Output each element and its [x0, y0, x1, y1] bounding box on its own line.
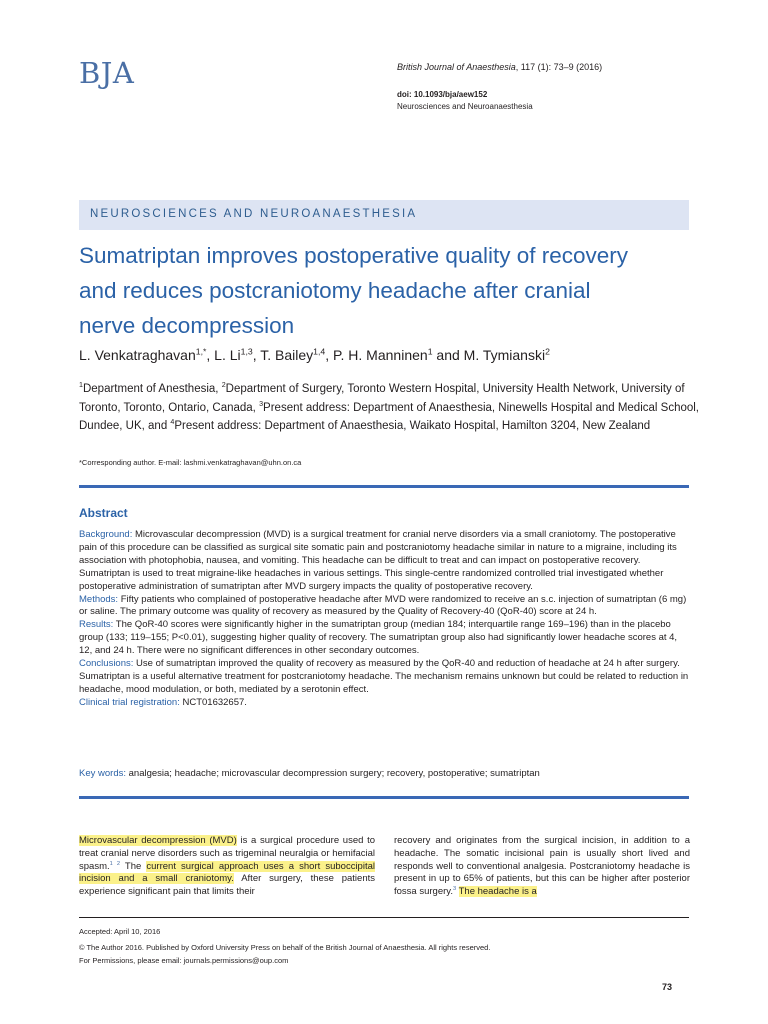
conclusions-label: Conclusions:: [79, 658, 134, 670]
results-label: Results:: [79, 619, 114, 631]
affil-text: Department of Surgery, Toronto Western Hospital, University Health Network, University of Toronto, Toronto, Ontario, Canada,: [79, 383, 685, 414]
background-text: Microvascular decompression (MVD) is a surgical treatment for cranial nerve disorders via a small craniotomy. The postoperative pain of this procedure can be classified as surgical site somatic pain and postcraniotomy headache similar in nature to a migraine, including its association with photophobia, nausea, and vomiting. This headache can be difficult to treat and can impact on postoperative recovery. Sumatriptan is used to treat migraine-like headaches in various settings. This single-centre randomized controlled trial investigated whether postoperative administration of sumatriptan after MVD surgery impacts the quality of postoperative recovery.: [79, 529, 677, 592]
corresponding-author[interactable]: *Corresponding author. E-mail: lashmi.venkatraghavan@uhn.on.ca: [79, 458, 302, 467]
methods-text: Fifty patients who complained of postoperative headache after MVD were randomized to receive an s.c. injection of sumatriptan (6 mg) or saline. The primary outcome was quality of recovery as measured by the Quality of Recovery-40 (QoR-40) score at 24 h.: [79, 593, 687, 618]
trial-label: Clinical trial registration:: [79, 696, 180, 708]
author-sep: ,: [206, 347, 215, 363]
affil-sup: 2: [221, 381, 226, 390]
trial-text: NCT01632657.: [179, 696, 247, 708]
highlight[interactable]: The headache is a: [458, 886, 537, 898]
title-line-2: and reduces postcraniotomy headache after cranial: [79, 278, 591, 303]
conclusions-text: Use of sumatriptan improved the quality of recovery as measured by the QoR-40 and reduction of headache at 24 h after surgery. Sumatriptan is a useful alternative treatment for postcraniotomy headache. The mechanism remains unknown but could be related to reduction in headache, mood modulation, or both, mediated by a serotonin effect.: [79, 658, 689, 695]
abstract-heading: Abstract: [79, 506, 128, 520]
body-text: is a surgical procedure used to treat cranial nerve disorders such as trigeminal neuralgia or hemifacial spasm.: [79, 835, 375, 872]
author-affil-sup: 1: [427, 346, 433, 357]
section-band-label: NEUROSCIENCES AND NEUROANAESTHESIA: [90, 208, 418, 220]
results-text: The QoR-40 scores were significantly higher in the sumatriptan group (median 184; interquartile range 169–196) than in the placebo group (133; 119–155; P<0.01), suggesting higher quality of recovery. The sumatriptan group also had significantly lower headache scores at 4, 12, and 24 h. There were no significant differences in other secondary outcomes.: [79, 619, 678, 657]
keywords-label: Key words:: [79, 768, 126, 779]
body-column-right: [394, 835, 690, 899]
body-text: After surgery, these patients experience significant pain that limits their: [79, 873, 375, 898]
affiliations: [79, 380, 699, 436]
abstract-background: [79, 529, 691, 594]
abstract-body: [79, 529, 691, 710]
affil-text: Present address: Department of Anaesthesia, Ninewells Hospital and Medical School, Dundee, UK, and: [79, 401, 700, 432]
article-title: [79, 238, 694, 343]
copyright: © The Author 2016. Published by Oxford University Press on behalf of the British Journal of Anaesthesia. All rights reserved.: [79, 943, 491, 952]
affil-text: Department of Anesthesia,: [82, 383, 222, 395]
author-name[interactable]: M. Tymianski: [463, 347, 546, 363]
keywords-text: analgesia; headache; microvascular decompression surgery; recovery, postoperative; sumatriptan: [126, 768, 540, 779]
reference-link[interactable]: 3: [452, 886, 457, 893]
body-column-left: [79, 835, 375, 899]
author-name[interactable]: L. Li: [214, 347, 241, 363]
highlight[interactable]: current surgical approach uses a short suboccipital incision and a small craniotomy.: [79, 860, 375, 885]
journal-logo: BJA: [79, 56, 135, 90]
abstract-methods: [79, 594, 691, 620]
section-text: Neurosciences and Neuroanaesthesia: [397, 102, 533, 111]
keywords: [79, 768, 540, 779]
accepted-date: Accepted: April 10, 2016: [79, 927, 161, 936]
title-line-1: Sumatriptan improves postoperative quality of recovery: [79, 243, 629, 268]
body-text: The: [120, 860, 147, 872]
author-affil-sup: 1,3: [240, 346, 253, 357]
abstract-results: [79, 619, 691, 658]
journal-name: British Journal of Anaesthesia: [397, 62, 516, 72]
author-name[interactable]: T. Bailey: [260, 347, 314, 363]
divider-bottom: [79, 796, 689, 799]
permissions[interactable]: For Permissions, please email: journals.permissions@oup.com: [79, 956, 289, 965]
doi-text[interactable]: doi: 10.1093/bja/aew152: [397, 90, 488, 99]
author-sep: ,: [325, 347, 333, 363]
affil-sup: 4: [170, 418, 175, 427]
reference-link[interactable]: 1 2: [109, 860, 120, 867]
author-name[interactable]: P. H. Manninen: [332, 347, 428, 363]
page-number: 73: [662, 982, 673, 992]
affil-sup: 3: [259, 399, 264, 408]
author-affil-sup: 1,4: [313, 346, 326, 357]
citation-volume: , 117 (1): 73–9 (2016): [515, 62, 603, 72]
highlight[interactable]: Microvascular decompression (MVD): [79, 835, 237, 846]
author-sep: and: [432, 347, 464, 363]
divider-top: [79, 485, 689, 488]
journal-citation: [397, 62, 602, 72]
title-line-3: nerve decompression: [79, 313, 295, 338]
abstract-conclusions: [79, 658, 691, 697]
author-name[interactable]: L. Venkatraghavan: [79, 347, 196, 363]
affil-sup: 1: [79, 381, 83, 390]
author-list: [79, 347, 550, 363]
affil-text: Present address: Department of Anaesthesia, Waikato Hospital, Hamilton 3204, New Zealand: [174, 420, 651, 432]
background-label: Background:: [79, 529, 133, 540]
author-affil-sup: 1,*: [195, 346, 207, 357]
author-affil-sup: 2: [545, 346, 550, 357]
body-text: recovery and originates from the surgical incision, in addition to a headache. The somatic incisional pain is usually short lived and responds well to conventional analgesia. Postcraniotomy headache is present in up to 65% of patients, but this can be higher after posterior fossa surgery.: [394, 835, 690, 898]
methods-label: Methods:: [79, 593, 119, 605]
abstract-trial: [79, 697, 691, 710]
author-sep: ,: [252, 347, 261, 363]
footer-rule: [79, 917, 689, 918]
